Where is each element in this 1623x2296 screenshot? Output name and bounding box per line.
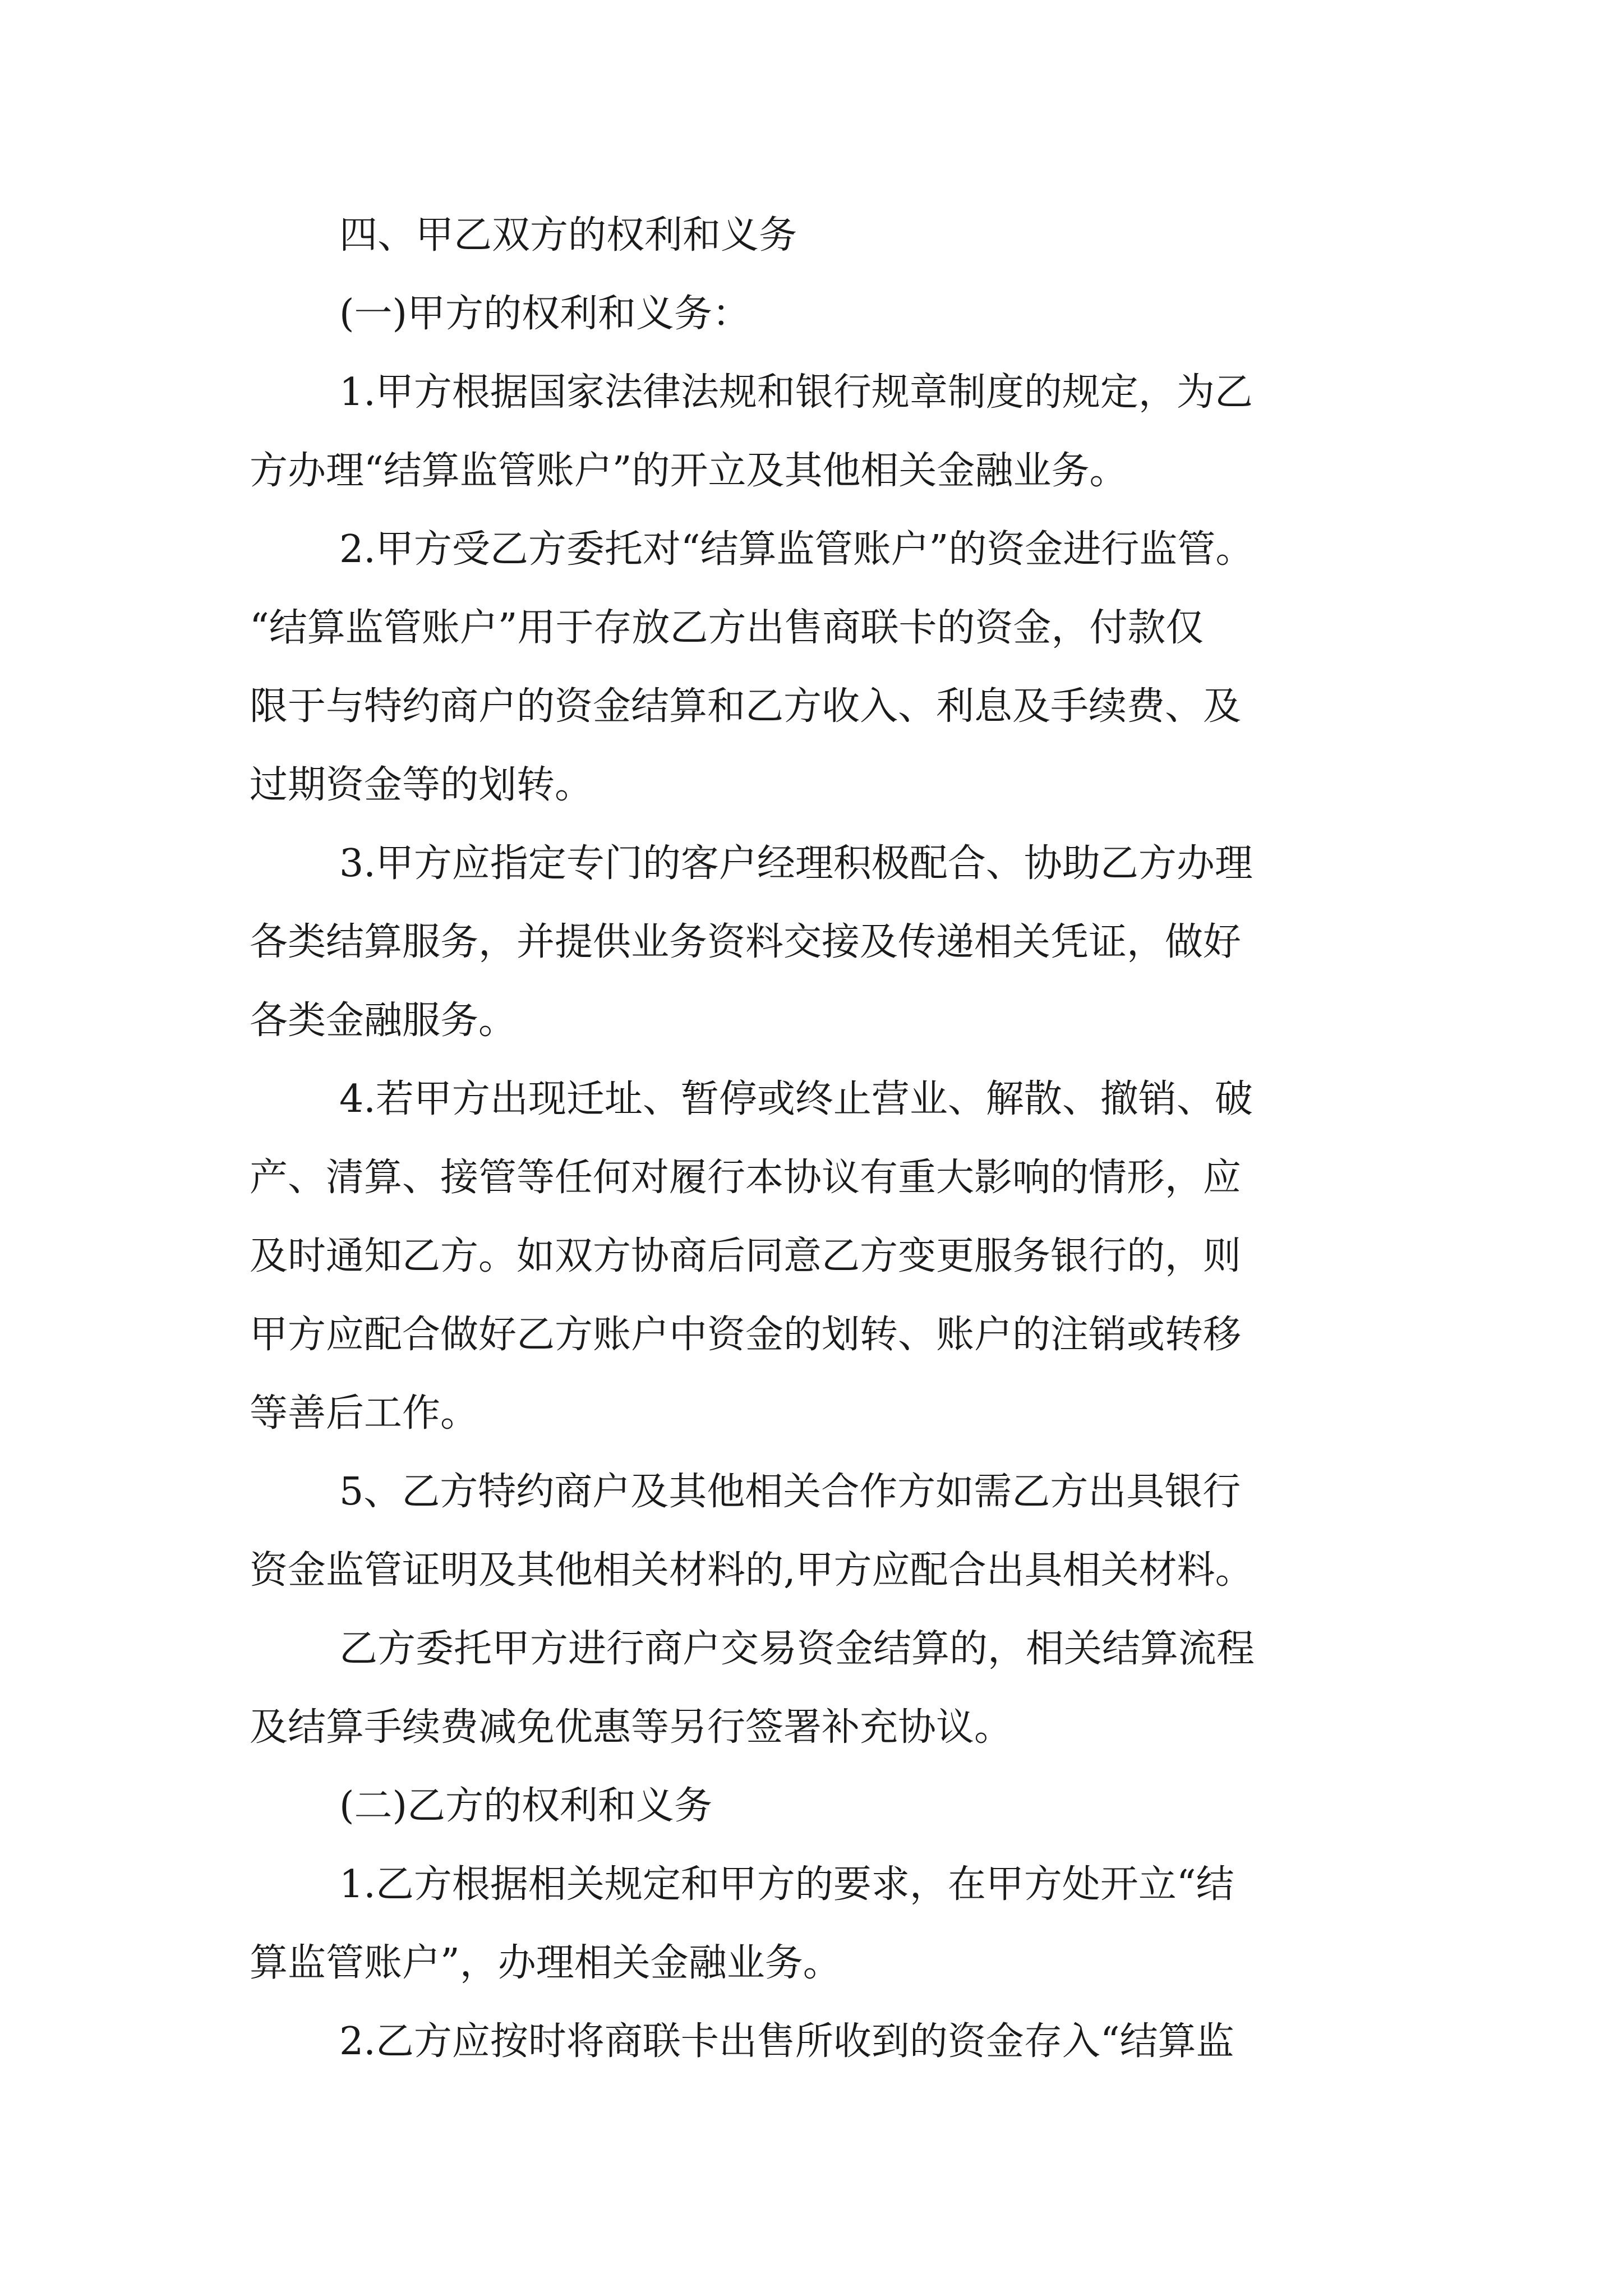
party-a-heading: (一)甲方的权利和义务： — [339, 292, 751, 336]
party-a-clause-4-line-2: 产、清算、接管等任何对履行本协议有重大影响的情形，应 — [250, 1156, 1242, 1200]
party-a-clause-2-line-1: 2.甲方受乙方委托对“结算监管账户”的资金进行监管。 — [339, 527, 1254, 572]
party-a-note-line-1: 乙方委托甲方进行商户交易资金结算的，相关结算流程 — [339, 1627, 1255, 1671]
party-a-clause-3-line-3: 各类金融服务。 — [250, 999, 517, 1043]
section-heading: 四、甲乙双方的权利和义务 — [339, 213, 797, 257]
party-a-clause-2-line-3: 限于与特约商户的资金结算和乙方收入、利息及手续费、及 — [250, 684, 1242, 729]
party-a-clause-4-line-3: 及时通知乙方。如双方协商后同意乙方变更服务银行的，则 — [250, 1234, 1242, 1278]
party-a-clause-5-line-2: 资金监管证明及其他相关材料的,甲方应配合出具相关材料。 — [250, 1548, 1253, 1593]
party-a-clause-4-line-5: 等善后工作。 — [250, 1391, 479, 1435]
party-b-clause-1-line-1: 1.乙方根据相关规定和甲方的要求，在甲方处开立“结 — [339, 1862, 1234, 1907]
party-a-clause-4-line-1: 4.若甲方出现迁址、暂停或终止营业、解散、撤销、破 — [339, 1077, 1253, 1121]
party-a-clause-1-line-2: 方办理“结算监管账户”的开立及其他相关金融业务。 — [250, 449, 1128, 493]
party-a-note-line-2: 及结算手续费减免优惠等另行签署补充协议。 — [250, 1705, 1013, 1750]
party-a-clause-1-line-1: 1.甲方根据国家法律法规和银行规章制度的规定，为乙 — [339, 370, 1253, 415]
party-b-clause-1-line-2: 算监管账户”，办理相关金融业务。 — [250, 1941, 841, 1985]
party-a-clause-2-line-4: 过期资金等的划转。 — [250, 763, 593, 807]
party-a-clause-5-line-1: 5、乙方特约商户及其他相关合作方如需乙方出具银行 — [339, 1470, 1241, 1514]
party-b-clause-2-line-1: 2.乙方应按时将商联卡出售所收到的资金存入“结算监 — [339, 2019, 1234, 2064]
party-a-clause-3-line-2: 各类结算服务，并提供业务资料交接及传递相关凭证，做好 — [250, 920, 1242, 964]
party-a-clause-4-line-4: 甲方应配合做好乙方账户中资金的划转、账户的注销或转移 — [250, 1313, 1242, 1357]
party-a-clause-3-line-1: 3.甲方应指定专门的客户经理积极配合、协助乙方办理 — [339, 841, 1253, 886]
party-b-heading: (二)乙方的权利和义务 — [339, 1784, 713, 1828]
party-a-clause-2-line-2: “结算监管账户”用于存放乙方出售商联卡的资金，付款仅 — [250, 606, 1204, 650]
